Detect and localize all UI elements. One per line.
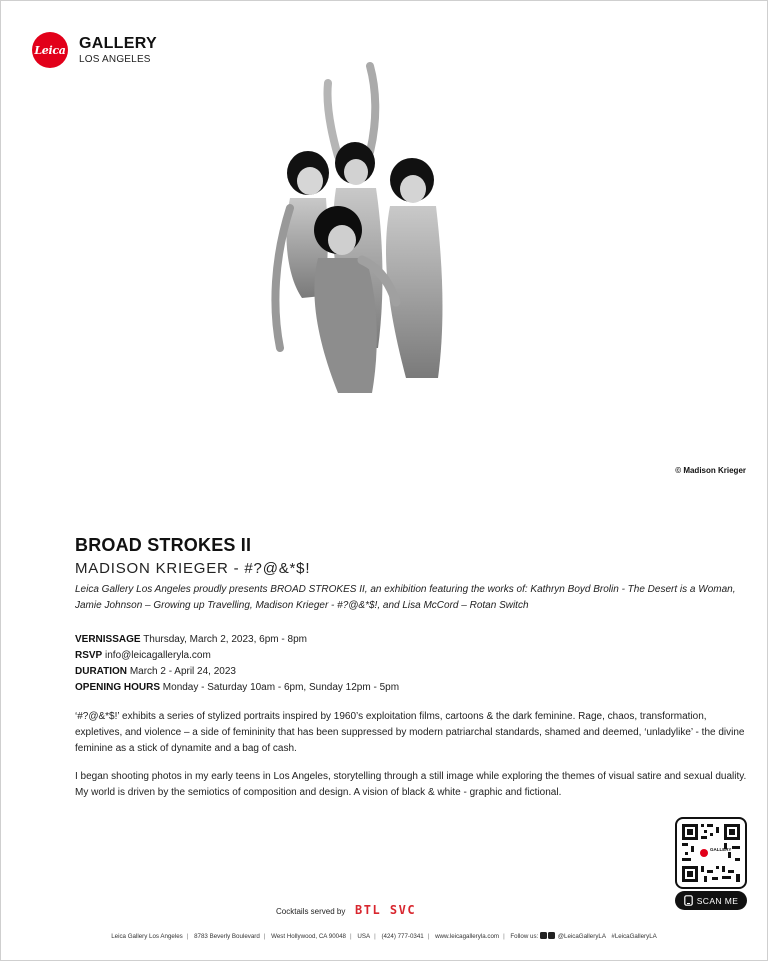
footer-hashtag[interactable]: #LeicaGalleryLA: [611, 933, 657, 940]
phone-icon: [684, 895, 693, 906]
detail-duration: [75, 664, 675, 680]
footer-phone[interactable]: (424) 777-0341: [381, 933, 424, 940]
qr-inner-label: GALLERY: [710, 847, 732, 852]
detail-label: DURATION: [75, 666, 128, 677]
facebook-icon[interactable]: [548, 932, 555, 939]
footer-country: USA: [357, 933, 371, 940]
footer-follow-label: Follow us:: [510, 933, 539, 940]
detail-label: RSVP: [75, 650, 103, 661]
leica-logo[interactable]: Leica: [32, 32, 68, 68]
detail-value: March 2 - April 24, 2023: [129, 666, 236, 677]
detail-value: Thursday, March 2, 2023, 6pm - 8pm: [143, 634, 307, 645]
image-credit: © Madison Krieger: [675, 466, 746, 475]
exhibition-intro: Leica Gallery Los Angeles proudly presents BROAD STROKES II, an exhibition featuring the works of: Kathryn Boyd Brolin - The Desert is a Woman, Jamie Johnson – Growing up Travelling, Madison Krieger - #?@&*$!, and Lisa McCord – Rotan Switch: [75, 584, 736, 611]
rsvp-email-link[interactable]: info@leicagalleryla.com: [105, 650, 211, 661]
sponsor-logo: BTL SVC: [355, 903, 417, 917]
event-details: [75, 632, 675, 696]
detail-label: OPENING HOURS: [75, 682, 161, 693]
exhibition-artwork: [230, 48, 500, 408]
gallery-location: LOS ANGELES: [79, 54, 151, 65]
qr-code[interactable]: [675, 817, 747, 889]
artist-line: MADISON KRIEGER - #?@&*$!: [75, 560, 311, 577]
qr-code-pattern: [677, 819, 745, 887]
gallery-title: GALLERY: [79, 35, 157, 52]
footer-handle[interactable]: @LeicaGalleryLA: [557, 933, 606, 940]
detail-vernissage: [75, 632, 675, 648]
description-paragraph: ‘#?@&*$!’ exhibits a series of stylized portraits inspired by 1960’s exploitation films, cartoons & the dark feminine. Rage, chaos, transformation, expletives, and violence – a side of femininity that has been suppressed by modern patriarchal standards, shamed and deemed, ‘unladylike’ - the divine feminine as a stick of dynamite and a bag of cash.: [75, 711, 745, 754]
footer-website-link[interactable]: www.leicagalleryla.com: [435, 933, 500, 940]
footer-street: 8783 Beverly Boulevard: [194, 933, 260, 940]
scan-me-label: SCAN ME: [696, 895, 739, 906]
detail-value: Monday - Saturday 10am - 6pm, Sunday 12pm - 5pm: [162, 682, 400, 693]
scan-me-button[interactable]: [675, 891, 747, 910]
instagram-icon[interactable]: [540, 932, 547, 939]
detail-rsvp: [75, 648, 675, 664]
detail-opening-hours: [75, 680, 675, 696]
artist-statement-paragraph: I began shooting photos in my early teens in Los Angeles, storytelling through a still image while exploring the themes of visual satire and sexual duality. My world is driven by the semiotics of composition and design. A vision of black & white - graphic and fictional.: [75, 771, 747, 798]
footer-name: Leica Gallery Los Angeles: [111, 933, 183, 940]
cocktails-label: Cocktails served by: [276, 907, 346, 916]
exhibition-title: BROAD STROKES II: [75, 535, 252, 555]
detail-label: VERNISSAGE: [75, 634, 141, 645]
footer-city: West Hollywood, CA 90048: [271, 933, 347, 940]
footer: Leica Gallery Los Angeles | 8783 Beverly Boulevard | West Hollywood, CA 90048 | USA | (424) 777-0341 | www.leicagalleryla.com | Follow us: @LeicaGalleryLA #LeicaGalleryLA: [111, 933, 657, 940]
